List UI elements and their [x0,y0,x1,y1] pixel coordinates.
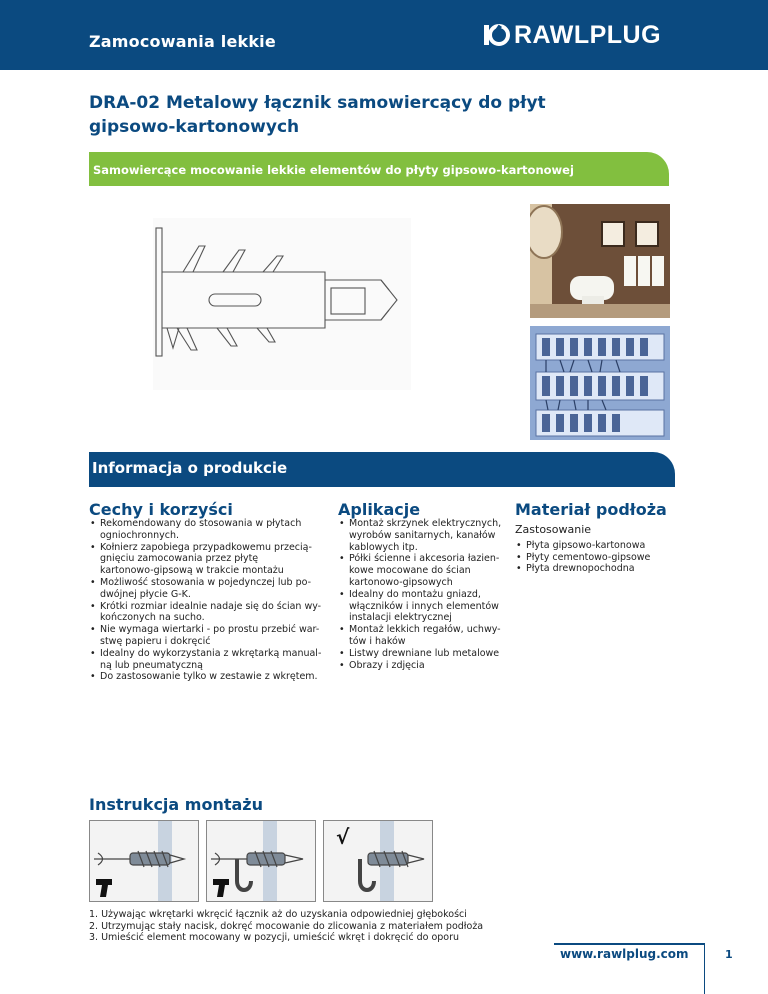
substrate-heading: Materiał podłoża [515,500,667,519]
section-title: Zamocowania lekkie [89,32,276,51]
list-item: • Listwy drewniane lub metalowe [338,648,508,660]
footer-divider [554,943,704,945]
rawlplug-logo [484,22,661,48]
electrical-panel-photo [530,326,670,440]
subtitle-bar [89,152,669,186]
installation-heading: Instrukcja montażu [89,795,263,814]
page-header [0,0,768,70]
list-item: • Montaż lekkich regałów, uchwy- tów i haków [338,624,508,648]
applications-list-container [338,518,508,671]
installation-step-2-image [206,820,316,902]
features-list [89,518,329,683]
rawlplug-logo-icon [484,24,510,46]
bathroom-photo [530,204,670,318]
check-mark-icon: √ [336,825,350,849]
list-item: • Płyta drewnopochodna [515,563,685,575]
applications-list [338,518,508,671]
page-number: 1 [725,948,733,961]
installation-step-2: 2. Utrzymując stały nacisk, dokręć mocowanie do zlicowania z materiałem podłoża [89,920,484,932]
list-item: • Płyta gipsowo-kartonowa [515,540,685,552]
installation-step-3: 3. Umieścić element mocowany w pozycji, umieścić wkręt i dokręcić do oporu [89,932,460,944]
installation-steps [89,909,483,944]
substrate-list [515,540,685,575]
anchor-technical-drawing [153,218,411,390]
list-item: • Montaż skrzynek elektrycznych, wyrobów sanitarnych, kanałów kablowych itp. [338,518,508,553]
product-title: DRA-02 Metalowy łącznik samowiercący do płyt gipsowo-kartonowych [89,93,546,137]
features-heading: Cechy i korzyści [89,500,233,519]
list-item: • Półki ścienne i akcesoria łazien- kowe mocowane do ścian kartonowo-gipsowych [338,553,508,588]
list-item: • Możliwość stosowania w pojedynczej lub po- dwójnej płycie G-K. [89,577,329,601]
substrate-list-container [515,518,685,575]
list-item: • Nie wymaga wiertarki - po prostu przebić war- stwę papieru i dokręcić [89,624,329,648]
installation-step-1-image [89,820,199,902]
info-section-title: Informacja o produkcie [92,459,288,477]
product-subtitle: Samowiercące mocowanie lekkie elementów do płyty gipsowo-kartonowej [93,163,574,177]
info-section-bar [89,452,675,487]
substrate-subheading: Zastosowanie [515,523,592,536]
list-item: • Kołnierz zapobiega przypadkowemu przecią- gnięciu zamocowania przez płytę kartonowo-gipsową w trakcie montażu [89,542,329,577]
brand-name: RAWLPLUG [514,21,662,49]
installation-step-3-image [323,820,433,902]
list-item: • Idealny do wykorzystania z wkrętarką manual- ną lub pneumatyczną [89,648,329,672]
website-link[interactable]: www.rawlplug.com [560,947,689,961]
list-item: • Obrazy i zdjęcia [338,660,508,672]
list-item: • Krótki rozmiar idealnie nadaje się do ścian wy- kończonych na sucho. [89,601,329,625]
installation-step-1: 1. Używając wkrętarki wkręcić łącznik aż do uzyskania odpowiedniej głębokości [89,909,467,920]
list-item: • Do zastosowanie tylko w zestawie z wkrętem. [89,671,329,683]
features-list-container [89,518,329,683]
list-item: • Rekomendowany do stosowania w płytach ogniochronnych. [89,518,329,542]
list-item: • Idealny do montażu gniazd, włączników i innych elementów instalacji elektrycznej [338,589,508,624]
applications-heading: Aplikacje [338,500,421,519]
list-item: • Płyty cementowo-gipsowe [515,552,685,564]
footer-vertical-divider [704,943,705,994]
